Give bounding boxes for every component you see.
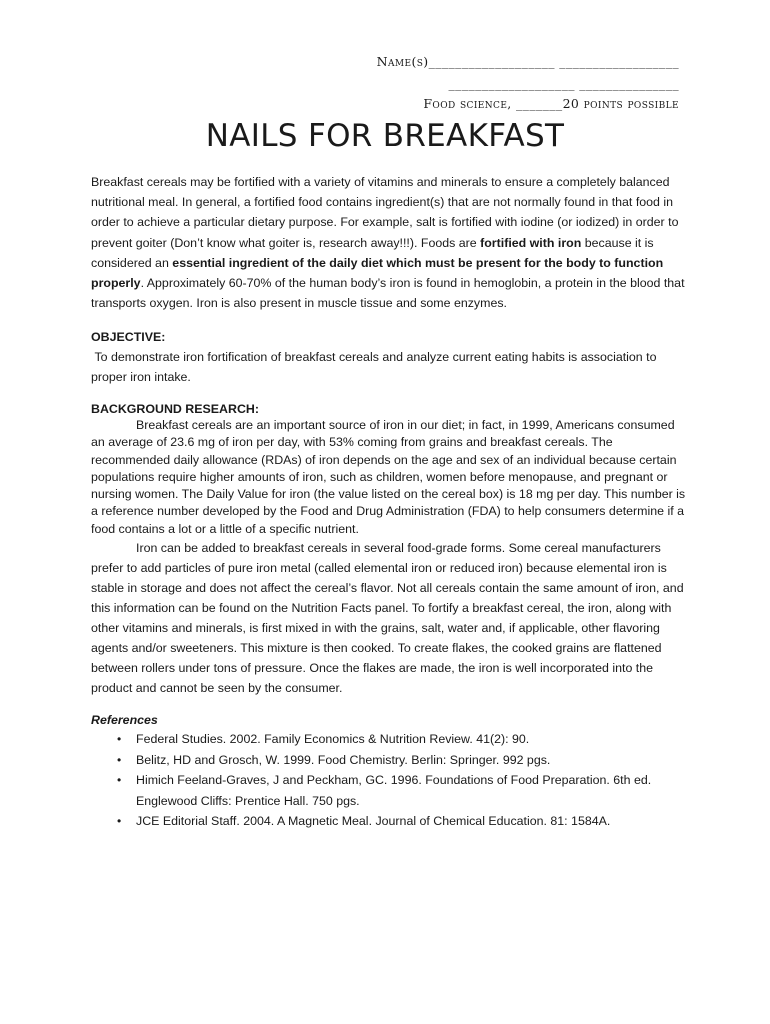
references-heading: References — [91, 713, 158, 727]
reference-text: Belitz, HD and Grosch, W. 1999. Food Chemistry. Berlin: Springer. 992 pgs. — [136, 752, 551, 767]
bullet-icon: • — [117, 773, 122, 787]
bullet-icon: • — [117, 732, 122, 746]
objective-text: To demonstrate iron fortification of breakfast cereals and analyze current eating habits is association to proper iron intake. — [91, 350, 660, 384]
bullet-icon: • — [117, 752, 122, 767]
background-heading: BACKGROUND RESEARCH: — [91, 402, 259, 416]
reference-item — [91, 729, 691, 750]
name-line: Name(s)___________________ __________________ — [376, 54, 679, 69]
bullet-icon: • — [117, 814, 122, 828]
second-name-line: ___________________ _______________ — [448, 76, 679, 91]
intro-bold-2: essential ingredient of the daily diet which must be present for the body to function properly — [91, 255, 664, 291]
page-title: NAILS FOR BREAKFAST — [205, 118, 565, 154]
intro-text-3: . Approximately 60-70% of the human body’s iron is found in hemoglobin, a protein in the blood that transports oxygen. Iron is also present in muscle tissue and some enzymes. — [91, 276, 685, 311]
reference-item — [91, 811, 691, 832]
background-paragraph-1: Breakfast cereals are an important source of iron in our diet; in fact, in 1999, Americans consumed an average of 23.6 mg of iron per day, with 53% coming from grains and breakfast cereals. The recommended daily allowance (RDAs) of iron depends on the age and sex of an individual because certain populations require higher amounts of iron, such as children, women before menopause, and pregnant or nursing women. The Daily Value for iron (the value listed on the cereal box) is 18 mg per day. This number is a reference number developed by the Food and Drug Administration (FDA) to help consumers determine if a food contains a lot or a little of a specific nutrient. — [91, 418, 686, 536]
background-paragraph-2: Iron can be added to breakfast cereals in several food-grade forms. Some cereal manufacturers prefer to add particles of pure iron metal (called elemental iron or reduced iron) because elemental iron is stable in storage and does not affect the cereal’s flavor. Not all cereals contain the same amount of iron, and this information can be found on the Nutrition Facts panel. To fortify a breakfast cereal, the iron, along with other vitamins and minerals, is first mixed in with the grains, salt, water and, if applicable, other flavoring agents and/or sweeteners. This mixture is then cooked. To create flakes, the cooked grains are flattened between rollers under tons of pressure. Once the flakes are made, the iron is well incorporated into the product and cannot be seen by the consumer. — [91, 541, 684, 695]
points-line: Food science, _______20 points possible — [423, 96, 679, 111]
reference-item — [91, 750, 691, 771]
reference-text: Federal Studies. 2002. Family Economics & Nutrition Review. 41(2): 90. — [136, 732, 530, 746]
intro-text-2: because it is considered an — [91, 235, 654, 270]
intro-bold-1: fortified with iron — [480, 235, 582, 250]
reference-text: JCE Editorial Staff. 2004. A Magnetic Meal. Journal of Chemical Education. 81: 1584A. — [136, 814, 611, 828]
objective-heading: OBJECTIVE: — [91, 330, 166, 344]
intro-paragraph — [91, 172, 686, 313]
references-list — [91, 729, 691, 832]
intro-text-1: Breakfast cereals may be fortified with a variety of vitamins and minerals to ensure a completely balanced nutritional meal. In general, a fortified food contains ingredient(s) that are not normally found in that food in order to achieve a particular dietary purpose. For example, salt is fortified with iodine (or iodized) in order to prevent goiter (Don’t know what goiter is, research away!!!). Foods are — [91, 175, 679, 250]
reference-text: Himich Feeland-Graves, J and Peckham, GC. 1996. Foundations of Food Preparation. 6th ed. Englewood Cliffs: Prentice Hall. 750 pgs. — [136, 773, 652, 808]
reference-item — [91, 770, 691, 811]
